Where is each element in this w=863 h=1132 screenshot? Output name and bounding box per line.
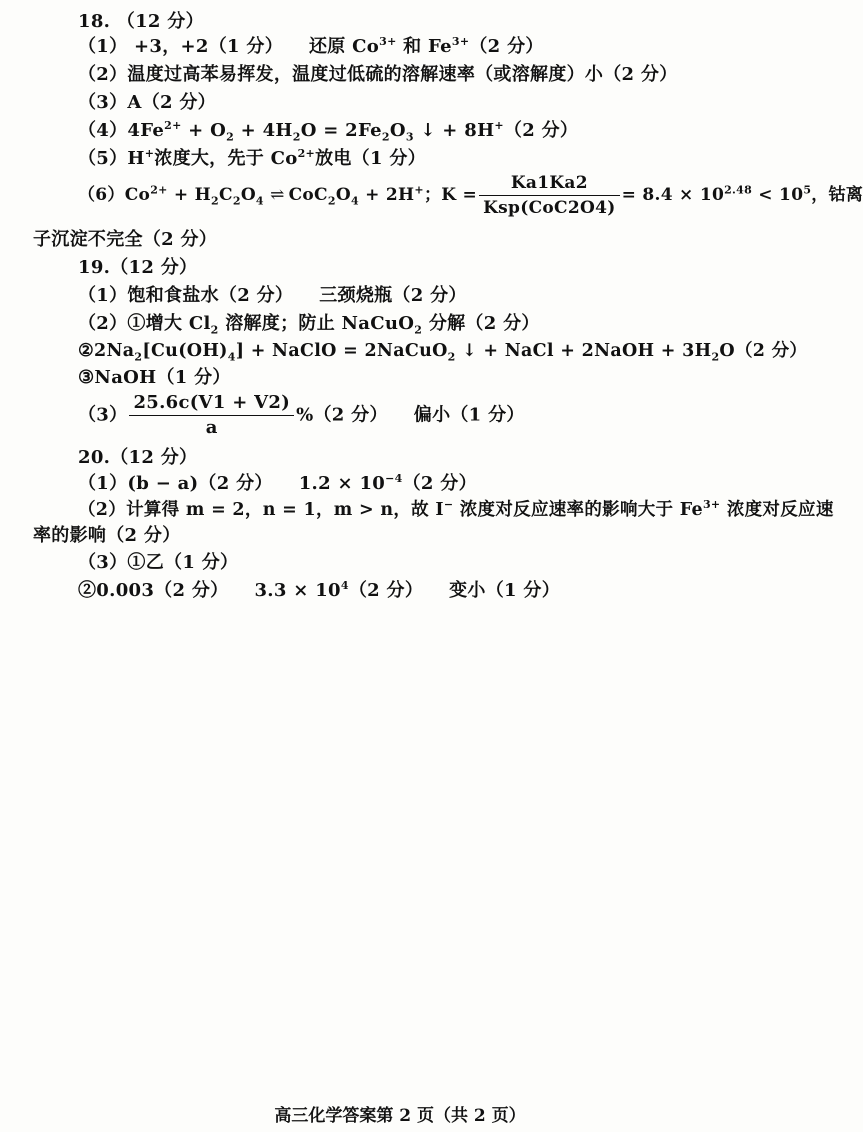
q19-answer-2-c: ③NaOH（1 分） — [78, 367, 231, 388]
equilibrium-arrow-icon: ⇌ — [270, 185, 283, 205]
page-footer: 高三化学答案第 2 页（共 2 页） — [274, 1106, 526, 1126]
q20-header: 20.（12 分） — [78, 447, 198, 468]
q19-answer-2: （2）①增大 $Cl_2$ 溶解度；防止 NaCuO$_2$ 分解（2 分） — [78, 313, 540, 337]
q18-answer-5: （5）H+浓度大，先于 $Co^{2+}$放电（1 分） — [78, 147, 426, 169]
q18-answer-6: $(6)Co^{2+} + H_2C_2O_4$ ⇌ $CoC_2O_4 + 2H^+$；K = $\frac{Ka1Ka2}{\text{Ksp(CoC2O4)}}$ = $8.4 \times 10^{2.48} < 10^5$，钴离 — [78, 173, 863, 218]
q18-header: 18. （12 分） — [78, 11, 204, 32]
q20-answer-4: ②0.003（2 分） $3.3 \times 10^4(2$ 分） 变小（1 分） — [78, 579, 561, 601]
q18-answer-3: （3）A（2 分） — [78, 92, 216, 113]
q20-answer-1: （1）(b − a)（2 分） $1.2 \times 10^{-4}(2$ 分） — [78, 472, 477, 494]
purity-fraction: $\frac{25.6c(V1 + V2)}{a}$ — [129, 392, 294, 439]
q19-answer-1: （1）饱和食盐水（2 分） 三颈烧瓶（2 分） — [78, 285, 467, 306]
q19-answer-2-equation: $②2Na_2[Cu(OH)_4]$ + NaClO = 2NaCuO$_2$ ↓ + NaCl + 2NaOH + $3H_2O(2$ 分） — [78, 341, 808, 364]
k-fraction: $\frac{Ka1Ka2}{\text{Ksp(CoC2O4)}}$ — [479, 172, 620, 219]
q18-answer-6-continued: 子沉淀不完全（2 分） — [33, 229, 218, 250]
q18-answer-1: （1） +3，+2（1 分） 还原 $Co^{3+}$ 和 $Fe^{3+}(2$ 分） — [78, 35, 544, 57]
q20-answer-3: （3）①乙（1 分） — [78, 552, 239, 573]
q20-answer-2-continued: 率的影响（2 分） — [33, 525, 181, 546]
q19-answer-3: （3） $\frac{25.6c(V1 + V2)}{a}$ %（2 分） 偏小（1 分） — [78, 392, 525, 438]
q18-answer-2: （2）温度过高苯易挥发，温度过低硫的溶解速率（或溶解度）小（2 分） — [78, 64, 678, 85]
q20-answer-2: （2）计算得 m = 2，n = 1，m > n，故 I− 浓度对反应速率的影响大于 $Fe^{3+}$ 浓度对反应速 — [78, 498, 834, 520]
q18-answer-4: $(4)4Fe^{2+} + O_2 + 4H_2O = 2Fe_2O_3$ ↓ + 8H+（2 分） — [78, 119, 579, 144]
q19-header: 19.（12 分） — [78, 257, 198, 278]
